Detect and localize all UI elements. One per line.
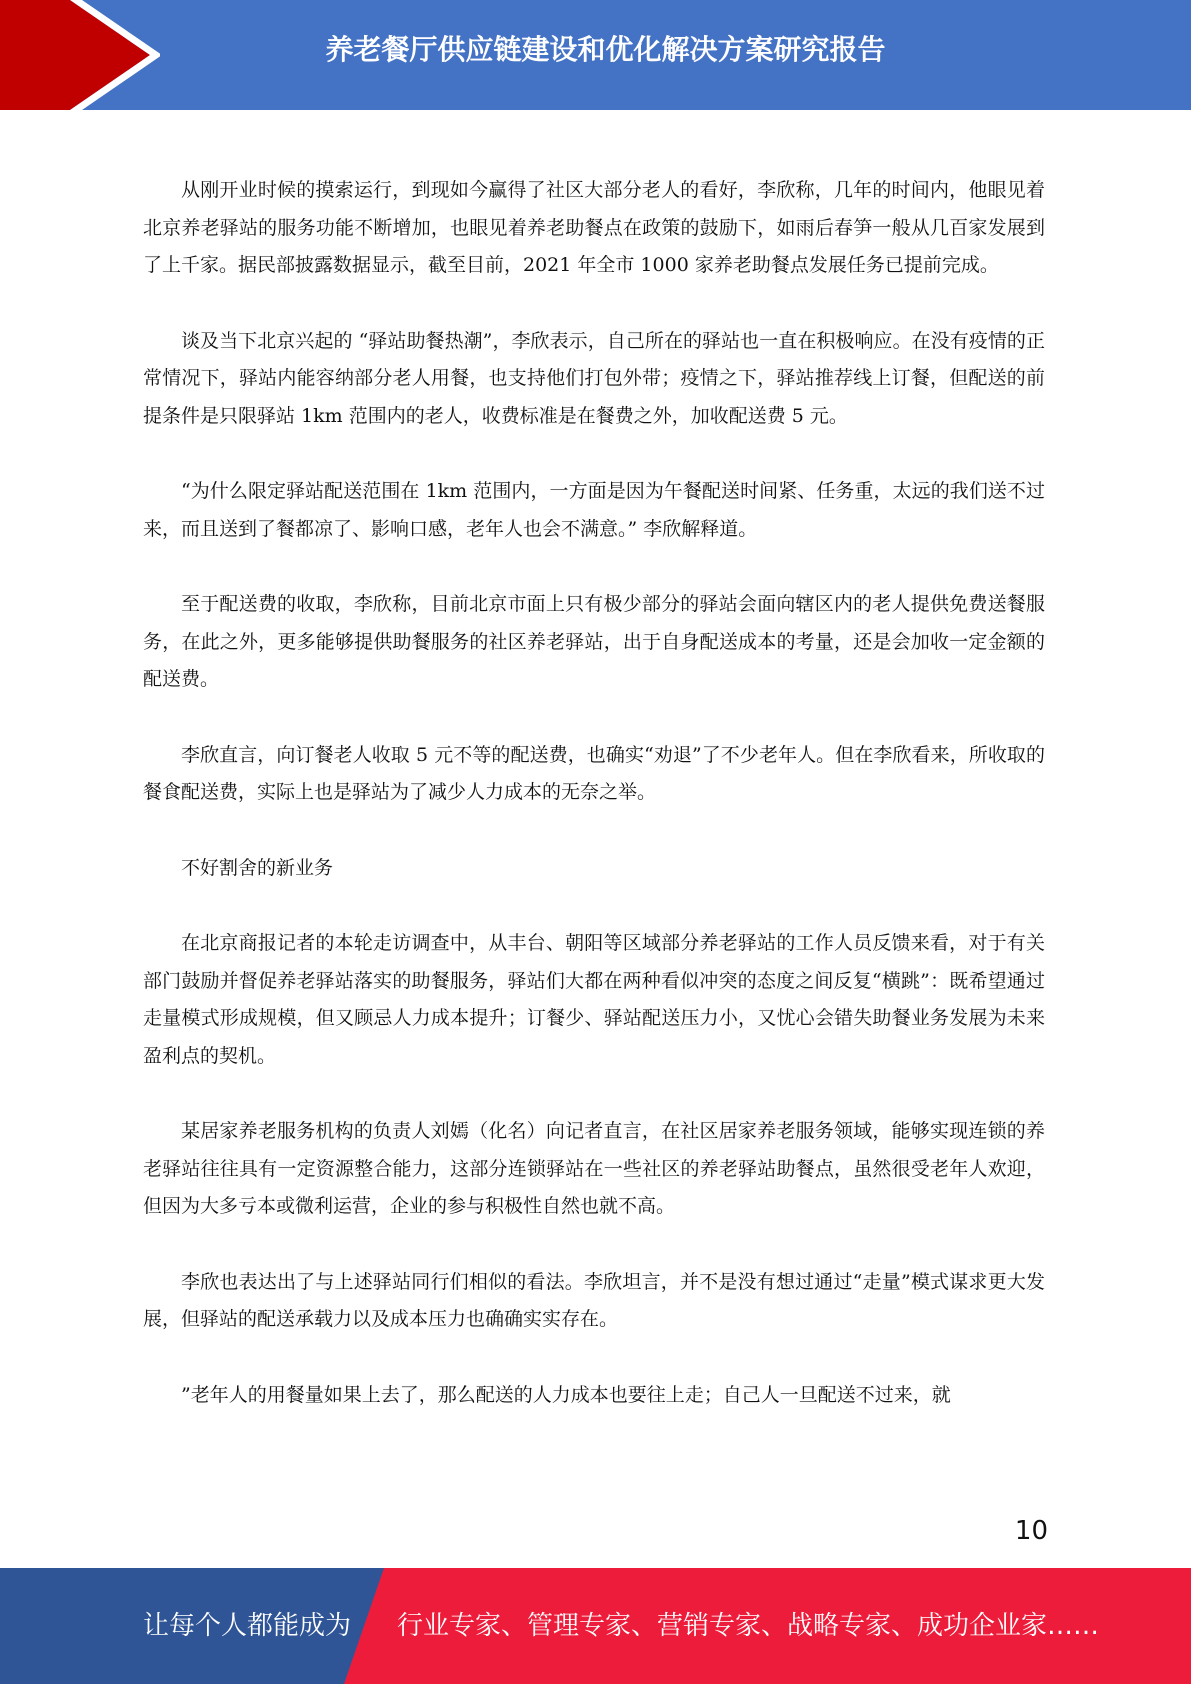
paragraph: 某居家养老服务机构的负责人刘嫣（化名）向记者直言，在社区居家养老服务领域，能够实现连锁的养老驿站往往具有一定资源整合能力，这部分连锁驿站在一些社区的养老驿站助餐点，虽然很受老年人欢迎，但因为大多亏本或微利运营，企业的参与积极性自然也就不高。	[143, 1120, 1045, 1217]
paragraph: “为什么限定驿站配送范围在 1km 范围内，一方面是因为午餐配送时间紧、任务重，太远的我们送不过来，而且送到了餐都凉了、影响口感，老年人也会不满意。” 李欣解释道。	[143, 480, 1045, 540]
footer-slogan-right: 行业专家、管理专家、营销专家、战略专家、成功企业家……	[397, 1611, 1100, 1641]
page-number: 10	[1014, 1516, 1048, 1546]
paragraph: 从刚开业时候的摸索运行，到现如今赢得了社区大部分老人的看好，李欣称，几年的时间内，他眼见着北京养老驿站的服务功能不断增加，也眼见着养老助餐点在政策的鼓励下，如雨后春笋一般从几百家发展到了上千家。据民部披露数据显示，截至目前，2021 年全市 1000 家养老助餐点发展任务已提前完成。	[143, 179, 1045, 276]
page-footer	[0, 1568, 1191, 1684]
page-header	[0, 0, 1191, 110]
paragraph: 至于配送费的收取，李欣称，目前北京市面上只有极少部分的驿站会面向辖区内的老人提供免费送餐服务，在此之外，更多能够提供助餐服务的社区养老驿站，出于自身配送成本的考量，还是会加收一定金额的配送费。	[143, 593, 1045, 690]
section-subheading: 不好割舍的新业务	[181, 856, 334, 879]
paragraph: 李欣也表达出了与上述驿站同行们相似的看法。李欣坦言，并不是没有想过通过“走量”模式谋求更大发展，但驿站的配送承载力以及成本压力也确确实实存在。	[143, 1270, 1045, 1330]
article-body	[143, 172, 1045, 1452]
paragraph: 在北京商报记者的本轮走访调查中，从丰台、朝阳等区域部分养老驿站的工作人员反馈来看，对于有关部门鼓励并督促养老驿站落实的助餐服务，驿站们大都在两种看似冲突的态度之间反复“横跳”：既希望通过走量模式形成规模，但又顾忌人力成本提升；订餐少、驿站配送压力小，又忧心会错失助餐业务发展为未来盈利点的契机。	[143, 932, 1045, 1067]
paragraph: ”老年人的用餐量如果上去了，那么配送的人力成本也要往上走；自己人一旦配送不过来，就	[181, 1383, 951, 1406]
footer-slogan-left: 让每个人都能成为	[143, 1611, 352, 1641]
paragraph: 李欣直言，向订餐老人收取 5 元不等的配送费，也确实“劝退”了不少老年人。但在李欣看来，所收取的餐食配送费，实际上也是驿站为了减少人力成本的无奈之举。	[143, 743, 1045, 803]
paragraph: 谈及当下北京兴起的 “驿站助餐热潮”，李欣表示，自己所在的驿站也一直在积极响应。在没有疫情的正常情况下，驿站内能容纳部分老人用餐，也支持他们打包外带；疫情之下，驿站推荐线上订餐，但配送的前提条件是只限驿站 1km 范围内的老人，收费标准是在餐费之外，加收配送费 5 元。	[143, 329, 1045, 427]
document-title: 养老餐厅供应链建设和优化解决方案研究报告	[325, 33, 886, 66]
